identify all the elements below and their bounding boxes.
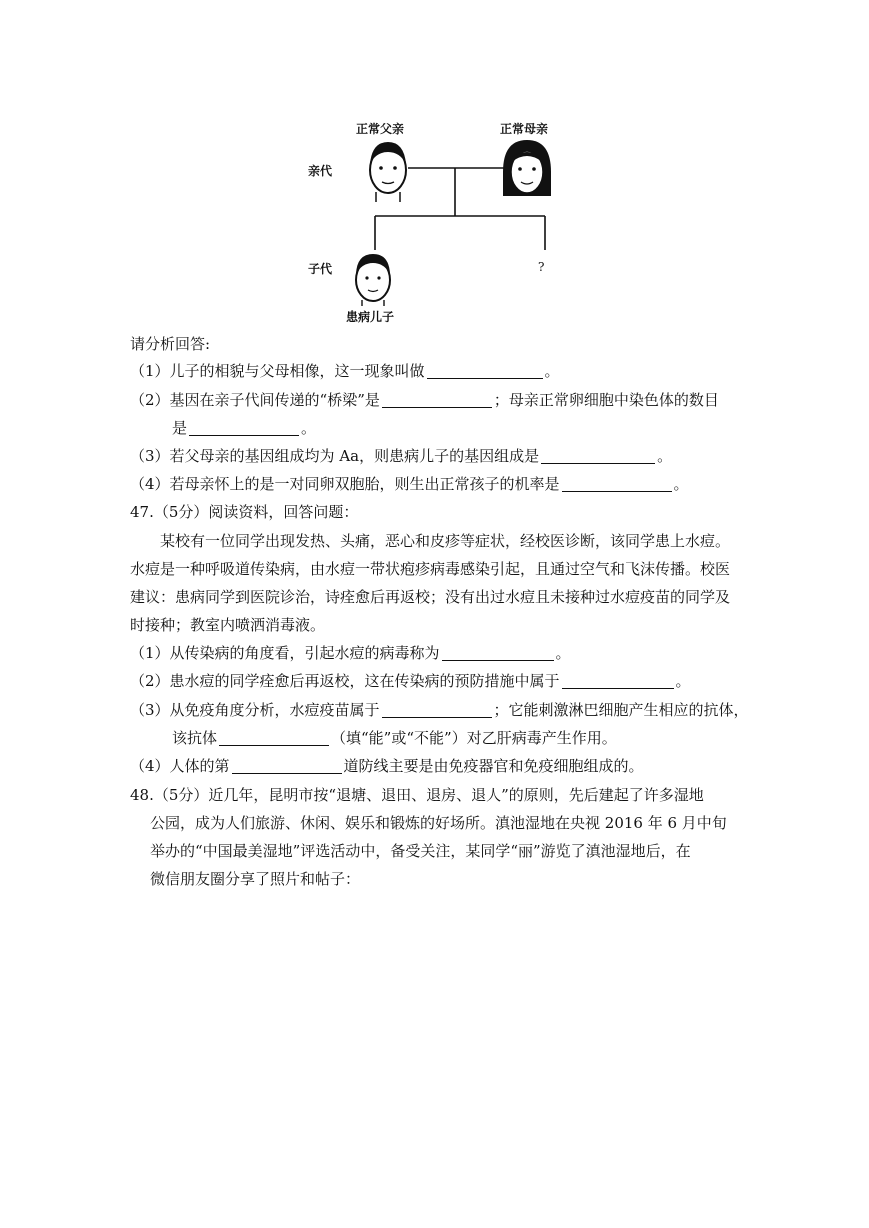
answer-blank[interactable] <box>232 757 342 774</box>
father-face-icon <box>370 142 406 202</box>
q48-line4: 微信朋友圈分享了照片和帖子： <box>150 870 361 888</box>
q47-passage-line1: 某校有一位同学出现发热、头痛，恶心和皮疹等症状，经校医诊断，该同学患上水痘。 <box>160 532 731 550</box>
q47-part3-cont: 该抗体 （填“能”或“不能”）对乙肝病毒产生作用。 <box>172 729 617 747</box>
parent-generation-label: 亲代 <box>308 164 333 178</box>
answer-blank[interactable] <box>562 672 674 689</box>
q47-header: 47.（5分）阅读资料，回答问题： <box>130 503 359 521</box>
child-generation-label: 子代 <box>308 262 333 276</box>
answer-blank[interactable] <box>189 419 299 436</box>
q47-part2: （2）患水痘的同学痊愈后再返校，这在传染病的预防措施中属于 。 <box>130 672 691 690</box>
answer-blank[interactable] <box>382 701 492 718</box>
q46-part3: （3）若父母亲的基因组成均为 Aa，则患病儿子的基因组成是 。 <box>130 447 673 465</box>
mother-face-icon <box>503 140 551 196</box>
q47-passage-line3: 建议：患病同学到医院诊治，诗痊愈后再返校；没有出过水痘且未接种过水痘疫苗的同学及 <box>130 588 731 606</box>
answer-blank[interactable] <box>219 729 329 746</box>
unknown-child-mark: ? <box>538 260 545 274</box>
q47-passage-line4: 时接种；教室内喷洒消毒液。 <box>130 616 326 634</box>
mother-label: 正常母亲 <box>500 122 549 136</box>
answer-blank[interactable] <box>427 362 543 379</box>
son-face-icon <box>356 254 390 306</box>
q46-part2-cont: 是 。 <box>172 419 317 437</box>
prompt-text: 请分析回答: <box>130 335 211 353</box>
q47-part3: （3）从免疫角度分析，水痘疫苗属于 ；它能刺激淋巴细胞产生相应的抗体， <box>130 701 749 719</box>
answer-blank[interactable] <box>562 475 672 492</box>
q47-part1: （1）从传染病的角度看，引起水痘的病毒称为 。 <box>130 644 571 662</box>
son-label: 患病儿子 <box>346 310 395 324</box>
q48-line3: 举办的“中国最美湿地”评选活动中，备受关注，某同学“丽”游览了滇池湿地后，在 <box>150 842 691 860</box>
q46-part4: （4）若母亲怀上的是一对同卵双胞胎，则生出正常孩子的机率是 。 <box>130 475 689 493</box>
father-label: 正常父亲 <box>356 122 405 136</box>
answer-blank[interactable] <box>382 391 492 408</box>
pedigree-figure <box>300 112 590 332</box>
pedigree-lines <box>300 112 590 332</box>
q46-part2: （2）基因在亲子代间传递的“桥梁”是 ；母亲正常卵细胞中染色体的数目 <box>130 391 719 409</box>
q47-passage-line2: 水痘是一种呼吸道传染病，由水痘一带状疱疹病毒感染引起，且通过空气和飞沫传播。校医 <box>130 560 731 578</box>
q46-part1: （1）儿子的相貌与父母相像，这一现象叫做 。 <box>130 362 560 380</box>
q47-part4: （4）人体的第 道防线主要是由免疫器官和免疫细胞组成的。 <box>130 757 644 775</box>
answer-blank[interactable] <box>541 447 655 464</box>
q48-line1: 48.（5分）近几年，昆明市按“退塘、退田、退房、退人”的原则，先后建起了许多湿地 <box>130 786 704 804</box>
answer-blank[interactable] <box>442 644 554 661</box>
q48-line2: 公园，成为人们旅游、休闲、娱乐和锻炼的好场所。滇池湿地在央视 2016 年 6 月中旬 <box>150 814 727 832</box>
